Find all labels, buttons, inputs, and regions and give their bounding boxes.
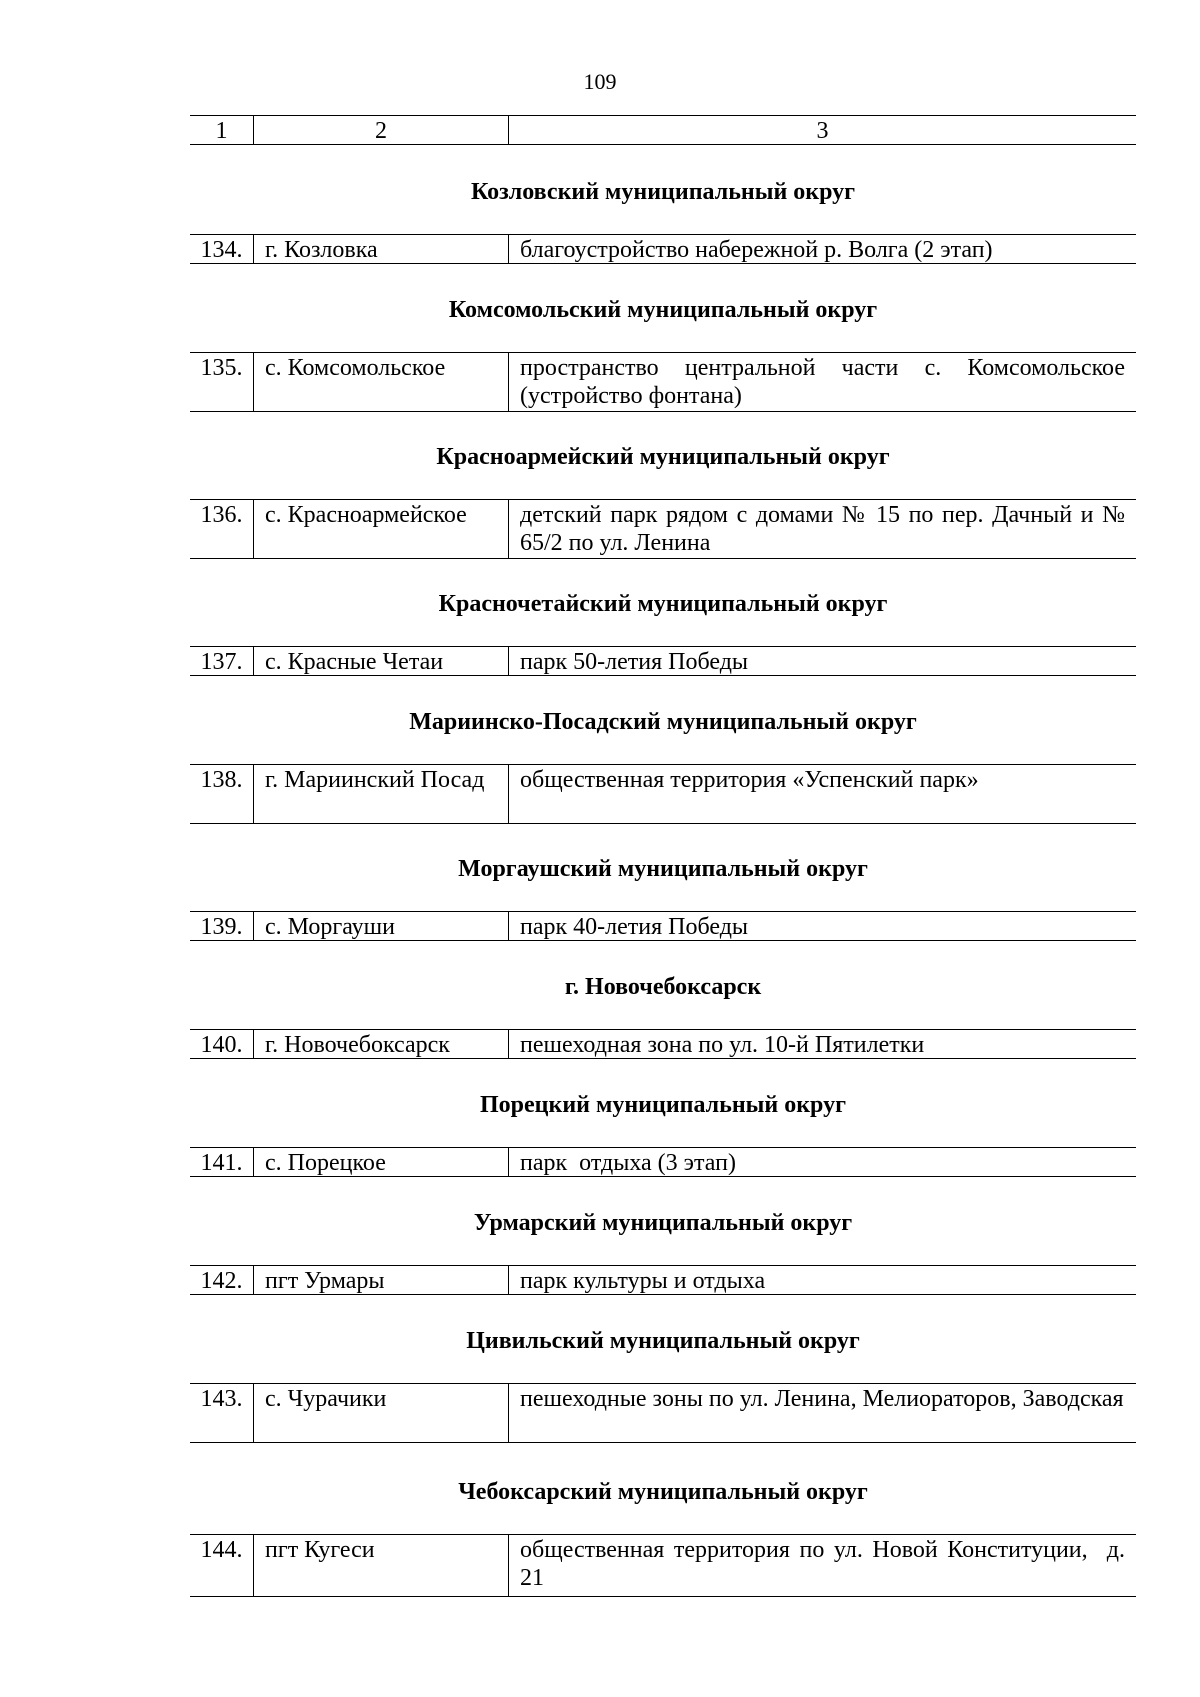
- row-place: пгт Урмары: [253, 1266, 508, 1294]
- table-row: [190, 234, 1136, 264]
- row-object: парк культуры и отдыха: [508, 1266, 1136, 1294]
- section-title: Козловский муниципальный округ: [470, 179, 856, 205]
- section-title: Мариинско-Посадский муниципальный округ: [409, 709, 917, 735]
- row-place: г. Козловка: [253, 235, 508, 263]
- row-object: пространство центральной части с. Комсомольское (устройство фонтана): [508, 353, 1136, 411]
- row-place: с. Комсомольское: [253, 353, 508, 411]
- row-object: парк 50-летия Победы: [508, 647, 1136, 675]
- row-object: парк 40-летия Победы: [508, 912, 1136, 940]
- row-object: общественная территория по ул. Новой Конституции, д. 21: [508, 1535, 1136, 1596]
- row-number: 143.: [200, 1386, 243, 1412]
- section-title: Красноармейский муниципальный округ: [436, 444, 890, 470]
- row-number: 139.: [200, 914, 243, 940]
- row-object: детский парк рядом с домами № 15 по пер. Дачный и № 65/2 по ул. Ленина: [508, 500, 1136, 558]
- row-place: с. Порецкое: [253, 1148, 508, 1176]
- table-row: [190, 1534, 1136, 1597]
- section-title: г. Новочебоксарск: [564, 974, 762, 1000]
- section-title: Цивильский муниципальный округ: [466, 1328, 860, 1354]
- table-row: [190, 352, 1136, 412]
- row-place: с. Чурачики: [253, 1384, 508, 1442]
- header-col-1: 1: [215, 118, 228, 144]
- row-place: с. Красные Четаи: [253, 647, 508, 675]
- row-object: пешеходная зона по ул. 10-й Пятилетки: [508, 1030, 1136, 1058]
- section-title: Комсомольский муниципальный округ: [448, 297, 878, 323]
- table-row: [190, 499, 1136, 559]
- table-header-row: [190, 115, 1136, 145]
- header-col-3: 3: [508, 116, 1136, 144]
- section-title: Чебоксарский муниципальный округ: [458, 1479, 868, 1505]
- row-number: 140.: [200, 1032, 243, 1058]
- row-number: 144.: [200, 1537, 243, 1563]
- header-col-2: 2: [253, 116, 508, 144]
- row-place: с. Красноармейское: [253, 500, 508, 558]
- row-place: г. Мариинский Посад: [253, 765, 508, 823]
- section-title: Красночетайский муниципальный округ: [438, 591, 888, 617]
- row-place: г. Новочебоксарск: [253, 1030, 508, 1058]
- row-number: 141.: [200, 1150, 243, 1176]
- row-place: пгт Кугеси: [253, 1535, 508, 1596]
- row-object: пешеходные зоны по ул. Ленина, Мелиораторов, Заводская: [508, 1384, 1136, 1442]
- row-number: 142.: [200, 1268, 243, 1294]
- row-number: 137.: [200, 649, 243, 675]
- page-number: 109: [583, 69, 617, 94]
- section-title: Порецкий муниципальный округ: [480, 1092, 846, 1118]
- row-place: с. Моргауши: [253, 912, 508, 940]
- table-row: [190, 911, 1136, 941]
- section-title: Урмарский муниципальный округ: [473, 1210, 853, 1236]
- row-number: 136.: [200, 502, 243, 528]
- table-row: [190, 1265, 1136, 1295]
- table-row: [190, 764, 1136, 824]
- table-row: [190, 1147, 1136, 1177]
- row-number: 135.: [200, 355, 243, 381]
- table-row: [190, 1383, 1136, 1443]
- table-row: [190, 646, 1136, 676]
- row-object: общественная территория «Успенский парк»: [508, 765, 1136, 823]
- row-number: 134.: [200, 237, 243, 263]
- section-title: Моргаушский муниципальный округ: [458, 856, 868, 882]
- row-number: 138.: [200, 767, 243, 793]
- row-object: парк отдыха (3 этап): [508, 1148, 1136, 1176]
- table-row: [190, 1029, 1136, 1059]
- row-object: благоустройство набережной р. Волга (2 этап): [508, 235, 1136, 263]
